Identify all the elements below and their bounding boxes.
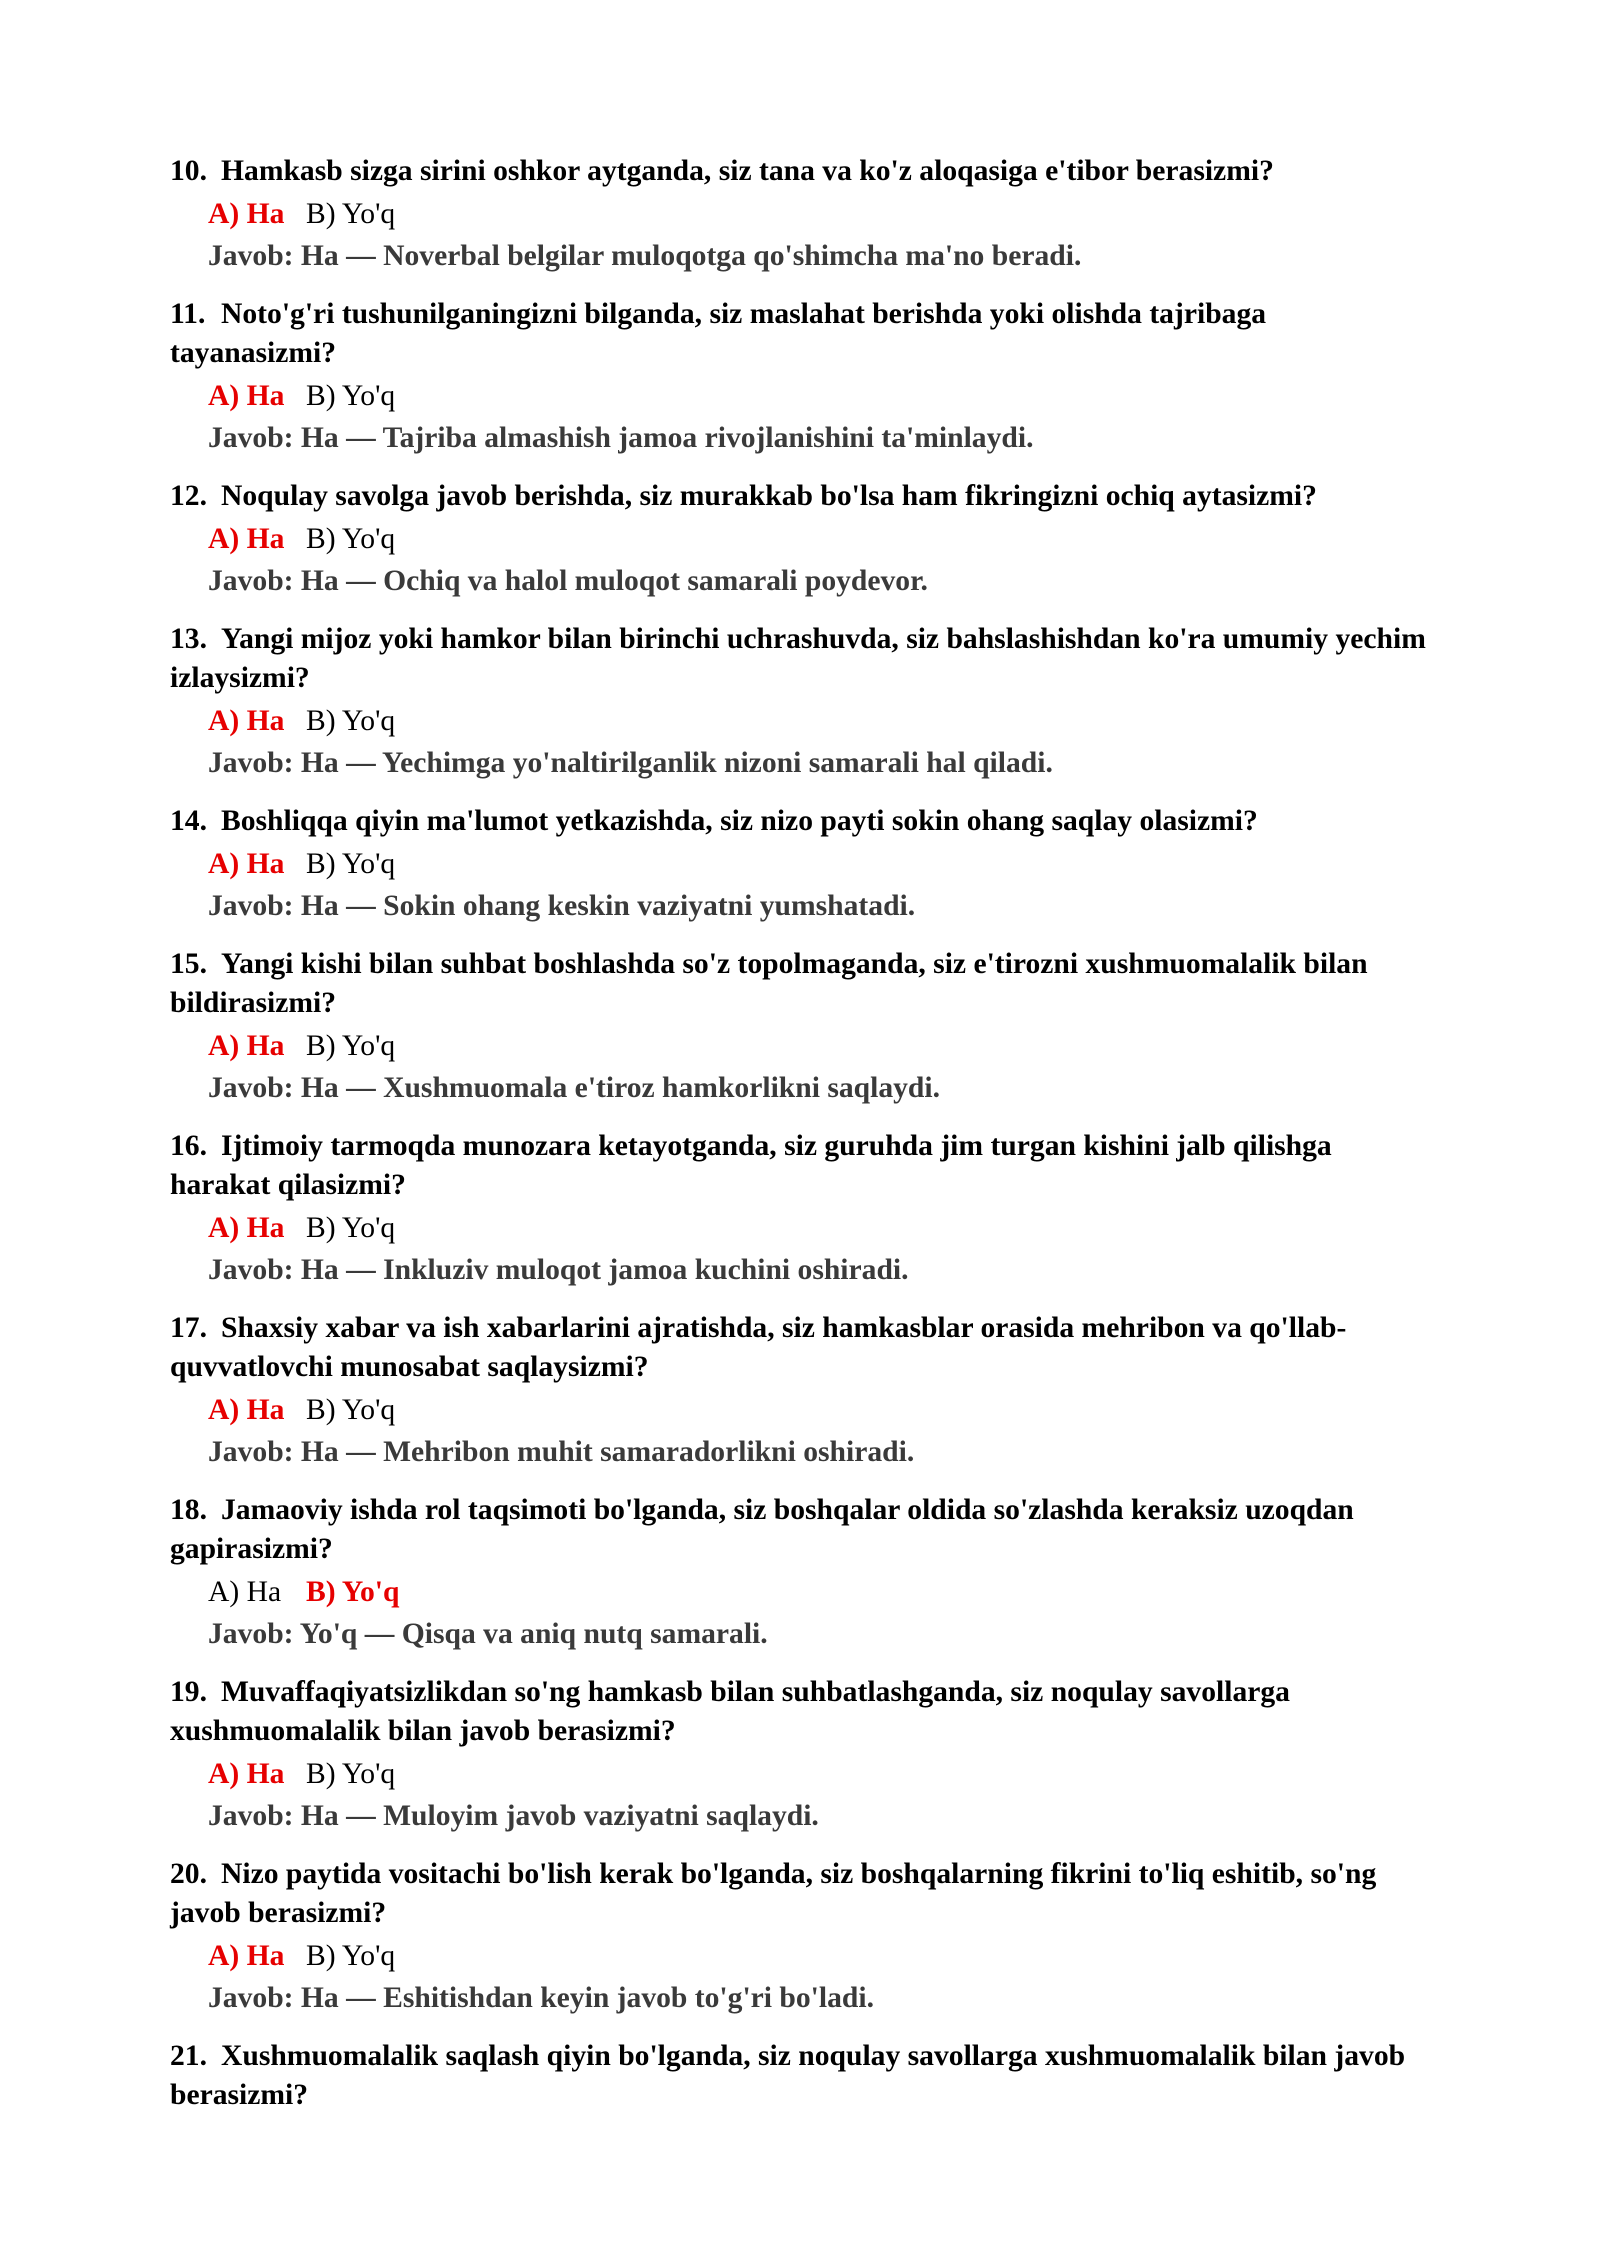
question-item — [170, 2037, 1490, 2115]
option-a: A) Ha — [208, 1758, 285, 1790]
answer-options — [170, 1207, 1490, 1249]
question-line — [170, 1348, 1490, 1387]
question-item — [170, 1127, 1490, 1291]
question-line — [170, 1127, 1490, 1166]
question-line — [170, 945, 1490, 984]
question-number: 13. — [170, 623, 207, 655]
question-item — [170, 152, 1490, 277]
answer-line: Javob: Ha — Noverbal belgilar muloqotga qo'shimcha ma'no beradi. — [208, 240, 1082, 272]
question-item — [170, 945, 1490, 1109]
question-text: Ijtimoiy tarmoqda munozara ketayotganda, siz guruhda jim turgan kishini jalb qilishga — [221, 1130, 1332, 1162]
question-text: Noto'g'ri tushunilganingizni bilganda, siz maslahat berishda yoki olishda tajribaga — [221, 298, 1267, 330]
question-line — [170, 295, 1490, 334]
option-b: B) Yo'q — [306, 380, 396, 412]
question-text: Hamkasb sizga sirini oshkor aytganda, siz tana va ko'z aloqasiga e'tibor berasizmi? — [221, 155, 1274, 187]
question-text: Yangi kishi bilan suhbat boshlashda so'z topolmaganda, siz e'tirozni xushmuomalalik bilan — [221, 948, 1368, 980]
question-line — [170, 984, 1490, 1023]
answer-options — [170, 1571, 1490, 1613]
question-number: 17. — [170, 1312, 207, 1344]
question-number: 15. — [170, 948, 207, 980]
question-text: berasizmi? — [170, 2079, 309, 2111]
answer-options — [170, 518, 1490, 560]
option-b: B) Yo'q — [306, 1758, 396, 1790]
question-number: 18. — [170, 1494, 207, 1526]
question-item — [170, 1855, 1490, 2019]
question-line — [170, 477, 1490, 516]
option-b: B) Yo'q — [306, 1940, 396, 1972]
question-text: javob berasizmi? — [170, 1897, 387, 1929]
answer-line: Javob: Ha — Sokin ohang keskin vaziyatni yumshatadi. — [208, 890, 916, 922]
option-b: B) Yo'q — [306, 848, 396, 880]
answer-options — [170, 193, 1490, 235]
question-text: gapirasizmi? — [170, 1533, 333, 1565]
question-line — [170, 334, 1490, 373]
option-b: B) Yo'q — [306, 705, 396, 737]
answer-options — [170, 1753, 1490, 1795]
question-number: 19. — [170, 1676, 207, 1708]
question-line — [170, 1309, 1490, 1348]
question-item — [170, 1491, 1490, 1655]
answer-line: Javob: Ha — Mehribon muhit samaradorlikni oshiradi. — [208, 1436, 915, 1468]
question-text: Xushmuomalalik saqlash qiyin bo'lganda, siz noqulay savollarga xushmuomalalik bilan javob — [221, 2040, 1406, 2072]
question-line — [170, 1673, 1490, 1712]
option-b: B) Yo'q — [306, 198, 396, 230]
question-text: izlaysizmi? — [170, 662, 310, 694]
question-line — [170, 1712, 1490, 1751]
question-item — [170, 620, 1490, 784]
answer-options — [170, 700, 1490, 742]
option-a: A) Ha — [208, 523, 285, 555]
answer-line: Javob: Ha — Eshitishdan keyin javob to'g'ri bo'ladi. — [208, 1982, 875, 2014]
answer-options — [170, 1935, 1490, 1977]
question-text: Muvaffaqiyatsizlikdan so'ng hamkasb bilan suhbatlashganda, siz noqulay savollarga — [221, 1676, 1290, 1708]
answer-line: Javob: Yo'q — Qisqa va aniq nutq samarali. — [208, 1618, 768, 1650]
option-a: A) Ha — [208, 380, 285, 412]
question-line — [170, 1855, 1490, 1894]
option-a: A) Ha — [208, 1576, 282, 1608]
question-line — [170, 1894, 1490, 1933]
question-number: 12. — [170, 480, 207, 512]
question-text: tayanasizmi? — [170, 337, 337, 369]
question-text: Noqulay savolga javob berishda, siz murakkab bo'lsa ham fikringizni ochiq aytasizmi? — [221, 480, 1317, 512]
question-text: Jamaoviy ishda rol taqsimoti bo'lganda, siz boshqalar oldida so'zlashda keraksiz uzoqdan — [221, 1494, 1354, 1526]
question-item — [170, 1673, 1490, 1837]
option-a: A) Ha — [208, 198, 285, 230]
option-b: B) Yo'q — [306, 1576, 400, 1608]
option-b: B) Yo'q — [306, 1394, 396, 1426]
question-text: Shaxsiy xabar va ish xabarlarini ajratishda, siz hamkasblar orasida mehribon va qo'llab- — [221, 1312, 1347, 1344]
question-number: 20. — [170, 1858, 207, 1890]
answer-line: Javob: Ha — Inkluziv muloqot jamoa kuchini oshiradi. — [208, 1254, 909, 1286]
option-a: A) Ha — [208, 1940, 285, 1972]
answer-line: Javob: Ha — Muloyim javob vaziyatni saqlaydi. — [208, 1800, 819, 1832]
option-b: B) Yo'q — [306, 523, 396, 555]
option-a: A) Ha — [208, 1394, 285, 1426]
question-line — [170, 659, 1490, 698]
answer-options — [170, 375, 1490, 417]
question-item — [170, 1309, 1490, 1473]
question-line — [170, 620, 1490, 659]
question-line — [170, 2037, 1490, 2076]
question-text: xushmuomalalik bilan javob berasizmi? — [170, 1715, 676, 1747]
option-a: A) Ha — [208, 1212, 285, 1244]
question-text: Yangi mijoz yoki hamkor bilan birinchi uchrashuvda, siz bahslashishdan ko'ra umumiy yechim — [221, 623, 1426, 655]
option-a: A) Ha — [208, 848, 285, 880]
question-item — [170, 477, 1490, 602]
answer-options — [170, 1389, 1490, 1431]
question-number: 21. — [170, 2040, 207, 2072]
question-line — [170, 2076, 1490, 2115]
question-item — [170, 802, 1490, 927]
question-number: 14. — [170, 805, 207, 837]
question-line — [170, 802, 1490, 841]
answer-line: Javob: Ha — Xushmuomala e'tiroz hamkorlikni saqlaydi. — [208, 1072, 940, 1104]
question-text: bildirasizmi? — [170, 987, 337, 1019]
question-number: 16. — [170, 1130, 207, 1162]
question-number: 11. — [170, 298, 206, 330]
question-text: quvvatlovchi munosabat saqlaysizmi? — [170, 1351, 649, 1383]
question-number: 10. — [170, 155, 207, 187]
answer-options — [170, 1025, 1490, 1067]
option-b: B) Yo'q — [306, 1212, 396, 1244]
question-line — [170, 1166, 1490, 1205]
option-b: B) Yo'q — [306, 1030, 396, 1062]
answer-line: Javob: Ha — Tajriba almashish jamoa rivojlanishini ta'minlaydi. — [208, 422, 1034, 454]
option-a: A) Ha — [208, 1030, 285, 1062]
question-line — [170, 1530, 1490, 1569]
answer-line: Javob: Ha — Yechimga yo'naltirilganlik nizoni samarali hal qiladi. — [208, 747, 1053, 779]
question-text: Boshliqqa qiyin ma'lumot yetkazishda, siz nizo payti sokin ohang saqlay olasizmi? — [221, 805, 1258, 837]
question-text: harakat qilasizmi? — [170, 1169, 406, 1201]
question-item — [170, 295, 1490, 459]
question-line — [170, 152, 1490, 191]
answer-options — [170, 843, 1490, 885]
question-text: Nizo paytida vositachi bo'lish kerak bo'lganda, siz boshqalarning fikrini to'liq eshitib, so'ng — [221, 1858, 1377, 1890]
option-a: A) Ha — [208, 705, 285, 737]
answer-line: Javob: Ha — Ochiq va halol muloqot samarali poydevor. — [208, 565, 928, 597]
question-line — [170, 1491, 1490, 1530]
question-list — [170, 152, 1490, 2133]
